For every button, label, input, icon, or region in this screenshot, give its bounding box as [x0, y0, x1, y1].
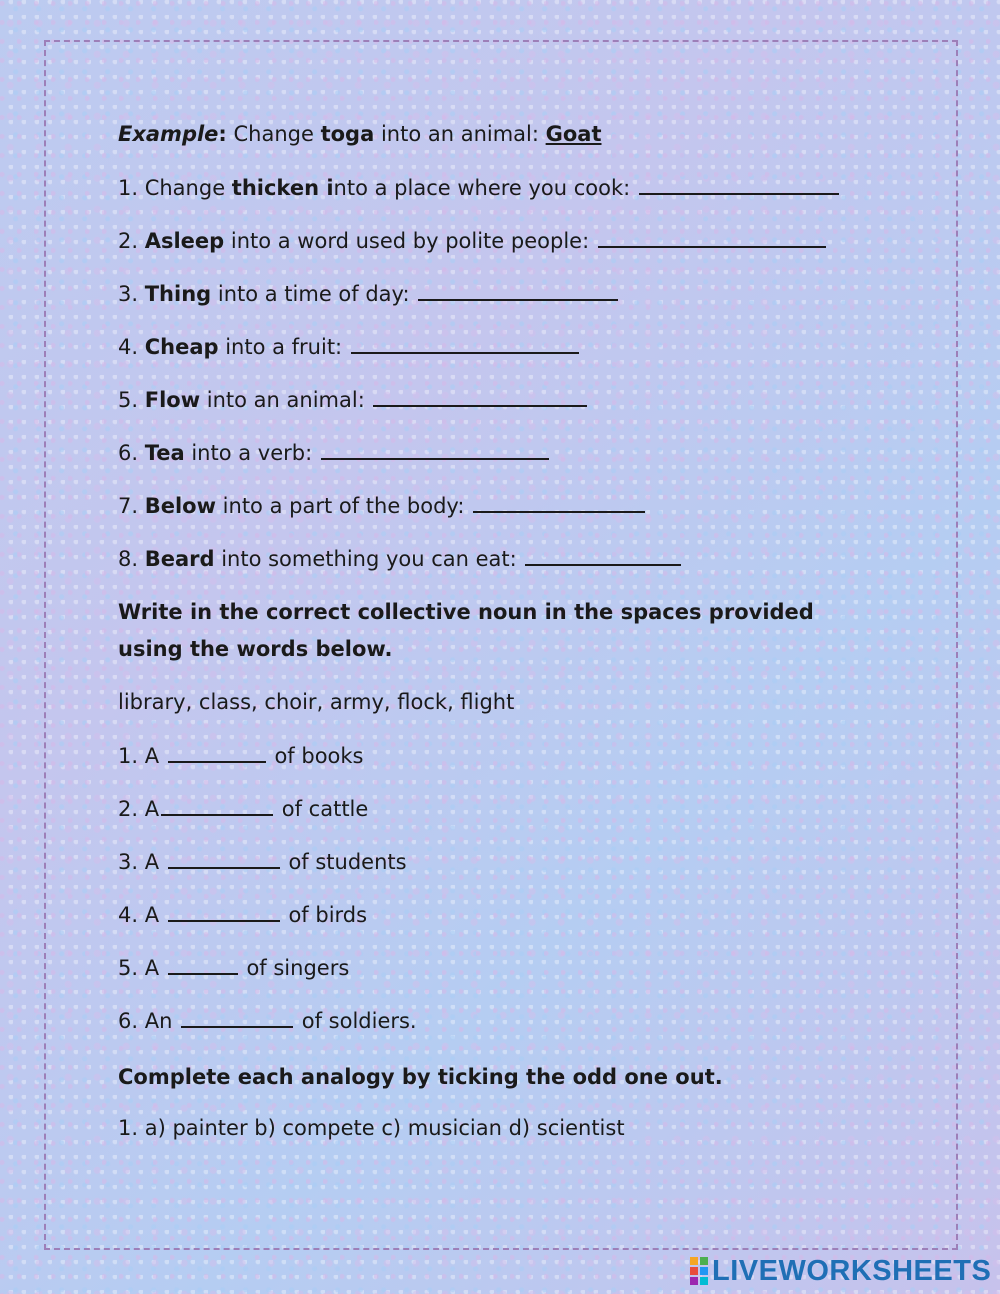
question-word: thicken i [231, 176, 334, 200]
question-word: Asleep [144, 229, 225, 253]
item-suffix: of cattle [275, 797, 369, 821]
question-text: nto a place where you cook: [333, 176, 637, 200]
word-bank: library, class, choir, army, flock, flight [118, 690, 515, 714]
item-prefix: 3. A [118, 850, 166, 874]
collective-item-1 [118, 739, 364, 771]
question-text: into an animal: [200, 388, 372, 412]
collective-item-6 [118, 1004, 417, 1036]
question-3 [118, 277, 620, 309]
question-word: Beard [144, 547, 215, 571]
question-text: into something you can eat: [214, 547, 524, 571]
item-suffix: of soldiers. [295, 1009, 417, 1033]
answer-blank[interactable] [161, 792, 273, 816]
question-1 [118, 171, 841, 203]
question-word: Cheap [144, 335, 219, 359]
question-text: into a part of the body: [216, 494, 472, 518]
collective-item-3 [118, 845, 407, 877]
collective-item-5 [118, 951, 349, 983]
answer-blank[interactable] [168, 951, 238, 975]
question-number: 8. [118, 547, 145, 571]
question-word: Tea [144, 441, 185, 465]
answer-blank[interactable] [598, 224, 826, 248]
question-7 [118, 489, 647, 521]
answer-blank[interactable] [321, 436, 549, 460]
item-suffix: of students [281, 850, 407, 874]
section-heading-collective-nouns: Write in the correct collective noun in the spaces provided using the words below. [118, 600, 814, 661]
question-word: Flow [144, 388, 201, 412]
liveworksheets-logo-icon [690, 1257, 708, 1285]
item-prefix: 4. A [118, 903, 166, 927]
question-number: 3. [118, 282, 145, 306]
answer-blank[interactable] [525, 542, 681, 566]
example-colon: : [218, 122, 227, 146]
question-number: 1. Change [118, 176, 232, 200]
item-suffix: of books [267, 744, 364, 768]
answer-blank[interactable] [373, 383, 587, 407]
question-text: into a fruit: [218, 335, 349, 359]
question-2 [118, 224, 828, 256]
question-number: 4. [118, 335, 145, 359]
item-suffix: of singers [239, 956, 350, 980]
example-pre: Change [226, 122, 321, 146]
answer-blank[interactable] [168, 898, 280, 922]
question-6 [118, 436, 551, 468]
liveworksheets-logo [690, 1254, 991, 1288]
question-word: Thing [144, 282, 212, 306]
question-number: 5. [118, 388, 145, 412]
collective-item-2 [118, 792, 368, 824]
item-prefix: 5. A [118, 956, 166, 980]
question-text: into a verb: [184, 441, 319, 465]
question-word: Below [144, 494, 216, 518]
example-answer: Goat [545, 122, 602, 146]
question-number: 7. [118, 494, 145, 518]
logo-text: LIVEWORKSHEETS [712, 1254, 992, 1287]
answer-blank[interactable] [418, 277, 618, 301]
question-text: into a word used by polite people: [224, 229, 596, 253]
item-prefix: 1. A [118, 744, 166, 768]
answer-blank[interactable] [168, 845, 280, 869]
answer-blank[interactable] [181, 1004, 293, 1028]
answer-blank[interactable] [351, 330, 579, 354]
item-prefix: 2. A [118, 797, 160, 821]
question-5 [118, 383, 589, 415]
example-post: into an animal: [374, 122, 546, 146]
example-line [118, 118, 602, 150]
item-prefix: 6. An [118, 1009, 180, 1033]
collective-item-4 [118, 898, 367, 930]
section-heading-analogy: Complete each analogy by ticking the odd one out. [118, 1065, 723, 1089]
answer-blank[interactable] [473, 489, 645, 513]
question-number: 2. [118, 229, 145, 253]
question-number: 6. [118, 441, 145, 465]
answer-blank[interactable] [639, 171, 839, 195]
analogy-item-1[interactable]: 1. a) painter b) compete c) musician d) scientist [118, 1116, 625, 1140]
question-4 [118, 330, 581, 362]
example-label: Example [118, 122, 219, 146]
answer-blank[interactable] [168, 739, 266, 763]
question-text: into a time of day: [211, 282, 417, 306]
item-suffix: of birds [281, 903, 368, 927]
question-8 [118, 542, 683, 574]
example-word: toga [320, 122, 375, 146]
